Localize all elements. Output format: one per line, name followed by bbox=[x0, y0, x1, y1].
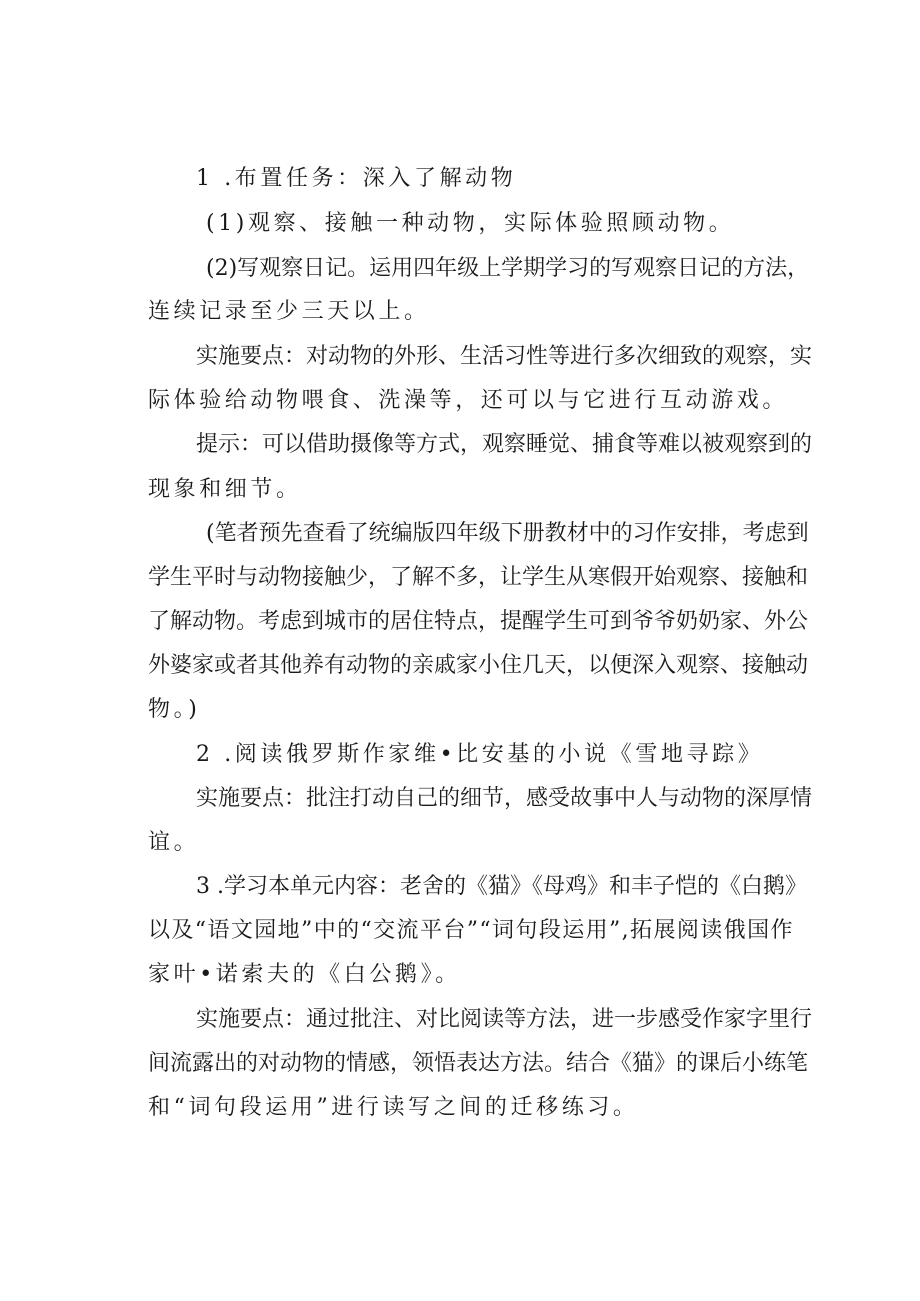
author-note-line-2: 学生平时与动物接触少，了解不多，让学生从寒假开始观察、接触和 bbox=[148, 565, 809, 590]
task-2-key-points-cont: 谊。 bbox=[148, 830, 200, 855]
task-1-item-2-cont: 连续记录至少三天以上。 bbox=[148, 299, 430, 324]
task-3-key-points-cont-2: 和“词句段运用”进行读写之间的迁移练习。 bbox=[148, 1095, 639, 1120]
task-2-heading: 2 .阅读俄罗斯作家维•比安基的小说《雪地寻踪》 bbox=[196, 742, 764, 767]
task-1-heading: 1 .布置任务：深入了解动物 bbox=[196, 166, 517, 191]
task-2-key-points: 实施要点：批注打动自己的细节，感受故事中人与动物的深厚情 bbox=[196, 786, 813, 811]
task-3-key-points: 实施要点：通过批注、对比阅读等方法，进一步感受作家字里行 bbox=[196, 1007, 813, 1032]
task-3-heading-cont-2: 家叶•诺索夫的《白公鹅》。 bbox=[148, 962, 461, 987]
task-3-heading: 3 .学习本单元内容：老舍的《猫》《母鸡》和丰子恺的《白鹅》 bbox=[196, 874, 807, 899]
task-3-key-points-cont: 间流露出的对动物的情感，领悟表达方法。结合《猫》的课后小练笔 bbox=[148, 1051, 809, 1076]
task-1-key-points: 实施要点：对动物的外形、生活习性等进行多次细致的观察，实 bbox=[196, 344, 813, 369]
task-1-key-points-cont: 际体验给动物喂食、洗澡等，还可以与它进行互动游戏。 bbox=[148, 388, 789, 413]
task-3-heading-cont: 以及“语文园地”中的“交流平台”“词句段运用”,拓展阅读俄国作 bbox=[148, 918, 794, 943]
task-1-item-1: (1)观察、接触一种动物，实际体验照顾动物。 bbox=[206, 211, 735, 236]
author-note-line-4: 外婆家或者其他养有动物的亲戚家小住几天，以便深入观察、接触动 bbox=[148, 653, 809, 678]
task-1-tip: 提示：可以借助摄像等方式，观察睡觉、捕食等难以被观察到的 bbox=[196, 432, 813, 457]
author-note-line-3: 了解动物。考虑到城市的居住特点，提醒学生可到爷爷奶奶家、外公 bbox=[148, 609, 809, 634]
task-1-tip-cont: 现象和细节。 bbox=[148, 477, 302, 502]
task-1-item-2: (2)写观察日记。运用四年级上学期学习的写观察日记的方法， bbox=[206, 256, 810, 281]
author-note: (笔者预先查看了统编版四年级下册教材中的习作安排，考虑到 bbox=[206, 521, 809, 546]
author-note-line-5: 物。) bbox=[148, 697, 201, 722]
